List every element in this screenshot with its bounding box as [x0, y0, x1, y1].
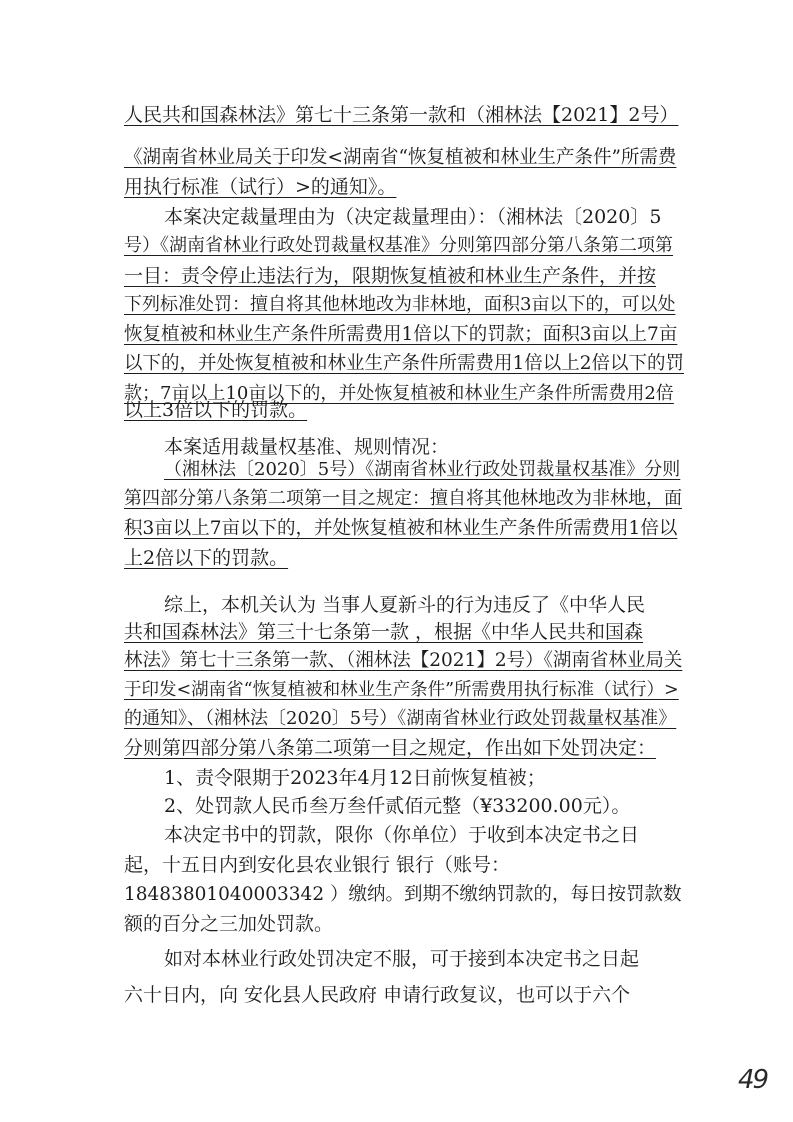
- text-line: 《湖南省林业局关于印发<湖南省“恢复植被和林业生产条件”所需费: [124, 147, 677, 168]
- text-line: 六十日内，向 安化县人民政府 申请行政复议，也可以于六个: [124, 984, 631, 1006]
- text-line: 共和国森林法》第三十七条第一款 ，根据《中华人民共和国森: [124, 621, 644, 643]
- text-line: 18483801040003342 ）缴纳。到期不缴纳罚款的，每日按罚款数: [124, 884, 682, 905]
- text-line: 上2倍以下的罚款。: [124, 547, 289, 569]
- text-line: 积3亩以上7亩以下的，并处恢复植被和林业生产条件所需费用1倍以: [124, 518, 678, 539]
- text-line: 人民共和国森林法》第七十三条第一款和（湘林法【2021】2号）: [124, 104, 679, 126]
- text-line: 恢复植被和林业生产条件所需费用1倍以下的罚款；面积3亩以上7亩: [124, 324, 678, 345]
- text-line: 额的百分之三加处罚款。: [124, 913, 334, 935]
- text-line: 起，十五日内到安化县农业银行 银行（账号：: [124, 854, 511, 876]
- text-line: 一目：责令停止违法行为，限期恢复植被和林业生产条件，并按: [124, 265, 657, 287]
- text-line: 下列标准处罚：擅自将其他林地改为非林地，面积3亩以下的，可以处: [124, 294, 676, 315]
- text-line: 号）《湖南省林业行政处罚裁量权基准》分则第四部分第八条第二项第: [124, 235, 673, 256]
- text-line: 以下的，并处恢复植被和林业生产条件所需费用1倍以上2倍以下的罚: [124, 353, 684, 374]
- text-line: 本案适用裁量权基准、规则情况：: [164, 436, 450, 458]
- text-line: 用执行标准（试行）>的通知》。: [124, 176, 397, 198]
- text-line: 1、责令限期于2023年4月12日前恢复植被；: [164, 767, 546, 789]
- text-line: 于印发<湖南省“恢复植被和林业生产条件”所需费用执行标准（试行）>: [124, 680, 679, 700]
- text-line: 第四部分第八条第二项第一目之规定：擅自将其他林地改为非林地，面: [124, 488, 682, 509]
- text-line: 林法》第七十三条第一款、（湘林法【2021】2号）《湖南省林业局关: [124, 650, 683, 671]
- text-line: 分则第四部分第八条第二项第一目之规定，作出如下处罚决定：: [124, 737, 657, 759]
- text-line: 款；7亩以上10亩以下的，并处恢复植被和林业生产条件所需费用2倍: [124, 383, 674, 404]
- text-line: 2、处罚款人民币叁万叁仟贰佰元整（¥33200.00元）。: [164, 795, 631, 817]
- page-number: 49: [738, 1065, 768, 1095]
- text-line: 综上，本机关认为 当事人夏新斗的行为违反了《中华人民: [164, 594, 646, 616]
- text-line: 本决定书中的罚款，限你（你单位）于收到本决定书之日: [164, 824, 640, 846]
- text-line: 本案决定裁量理由为（决定裁量理由）：（湘林法〔2020〕5: [164, 206, 662, 228]
- text-line: 以上3倍以下的罚款。: [124, 399, 308, 421]
- text-line: 如对本林业行政处罚决定不服，可于接到本决定书之日起: [164, 948, 640, 970]
- text-line: 的通知》、（湘林法〔2020〕5号）《湖南省林业行政处罚裁量权基准》: [124, 708, 677, 729]
- text-line: （湘林法〔2020〕5号）《湖南省林业行政处罚裁量权基准》分则: [164, 459, 681, 480]
